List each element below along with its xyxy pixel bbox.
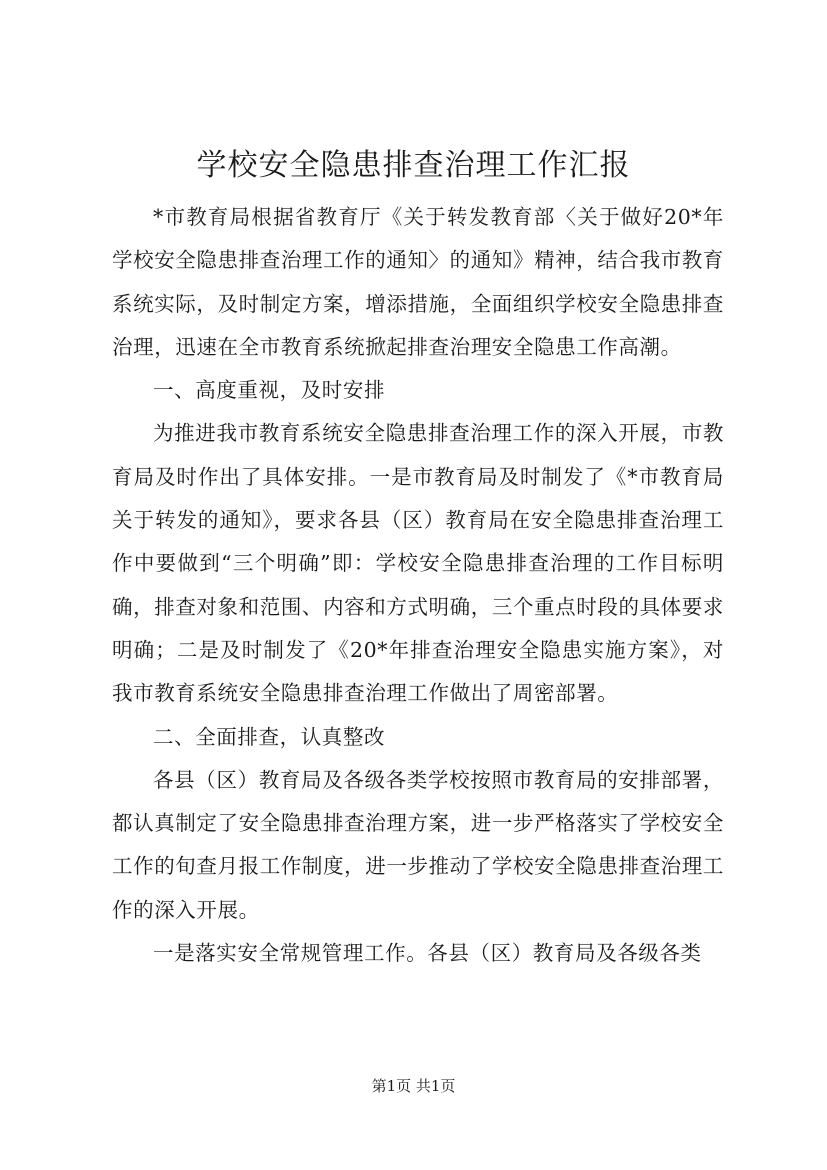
paragraph-section-2-item-1: 一是落实安全常规管理工作。各县（区）教育局及各级各类: [153, 941, 702, 966]
section-heading-1: 一、高度重视，及时安排: [153, 378, 386, 403]
paragraph-section-2: 各县（区）教育局及各级各类学校按照市教育局的安排部署，都认真制定了安全隐患排查治理方案，进一步严格落实了学校安全工作的旬查月报工作制度，进一步推动了学校安全隐患排查治理工作的深入开展。: [112, 767, 724, 922]
document-title: 学校安全隐患排查治理工作汇报: [196, 148, 631, 183]
paragraph-intro: *市教育局根据省教育厅《关于转发教育部〈关于做好20*年学校安全隐患排查治理工作的通知〉的通知》精神，结合我市教育系统实际，及时制定方案，增添措施，全面组织学校安全隐患排查治理，迅速在全市教育系统掀起排查治理安全隐患工作高潮。: [112, 205, 724, 359]
section-heading-2: 二、全面排查，认真整改: [153, 724, 386, 749]
page-footer: 第1页 共1页: [371, 1077, 456, 1095]
document-body: [112, 196, 724, 975]
paragraph-section-1: 为推进我市教育系统安全隐患排查治理工作的深入开展，市教育局及时作出了具体安排。一是市教育局及时制发了《*市教育局关于转发的通知》，要求各县（区）教育局在安全隐患排查治理工作中要做到“三个明确”即：学校安全隐患排查治理的工作目标明确，排查对象和范围、内容和方式明确，三个重点时段的具体要求明确；二是及时制发了《20*年排查治理安全隐患实施方案》，对我市教育系统安全隐患排查治理工作做出了周密部署。: [112, 421, 724, 706]
